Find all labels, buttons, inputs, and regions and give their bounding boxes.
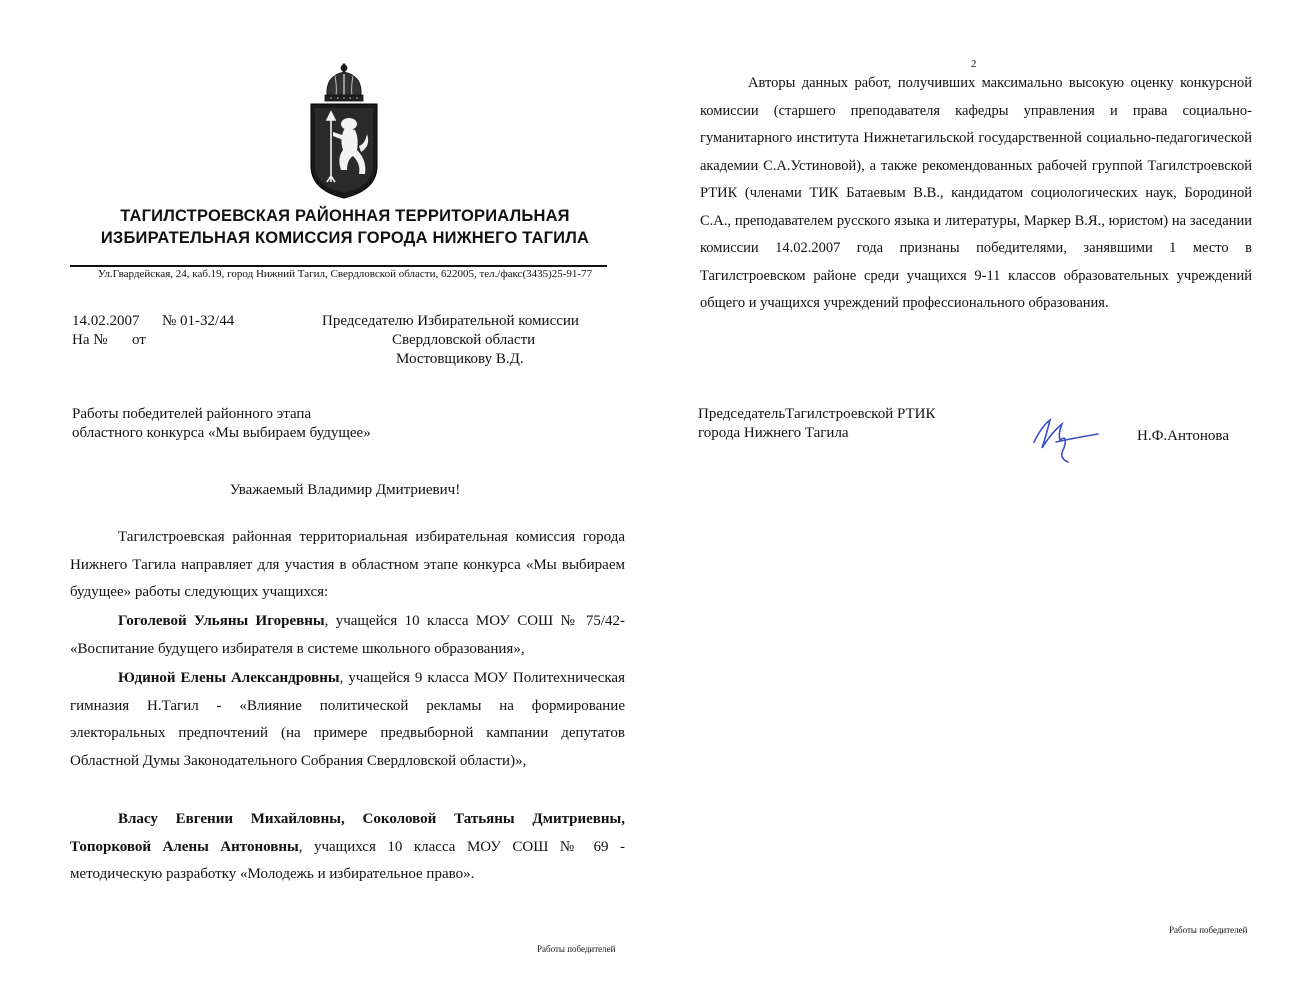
reference-date-label: от — [132, 332, 146, 348]
subject-line-2: областного конкурса «Мы выбираем будущее» — [72, 425, 371, 441]
conclusion-paragraph: Авторы данных работ, получивших максимально высокую оценку конкурсной комиссии (старшего преподавателя кафедры управления и права социально-гуманитарного института Нижнетагильской государственной социально-педагогической академии С.А.Устиновой), а также рекомендованных рабочей группой Тагилстроевской РТИК (членами ТИК Батаевым В.В., кандидатом социологических наук, Бородиной С.А., преподавателем русского языка и литературы, Маркер В.Я., юристом) на заседании комиссии 14.02.2007 года признаны победителями, занявшими 1 место в Тагилстроевском районе среди учащихся 9-11 классов образовательных учреждений общего и учащихся учреждений профессионального образования. — [700, 75, 1252, 311]
student-work-3: , учащихся 10 класса МОУ СОШ № 69 - методическую разработку «Молодежь и избирательное право». — [70, 838, 625, 882]
subject-block — [72, 405, 371, 443]
page-footer-1: Работы победителей — [537, 944, 616, 954]
recipient-line-1: Председателю Избирательной комиссии — [322, 313, 579, 329]
student-name-3: Власу Евгении Михайловны, Соколовой Татьяны Дмитриевны, Топорковой Алены Антоновны — [70, 811, 625, 855]
subject-line-1: Работы победителей районного этапа — [72, 406, 312, 422]
signer-title — [698, 405, 936, 443]
organization-address: Ул.Гвардейская, 24, каб.19, город Нижний Тагил, Свердловской области, 622005, тел./факс(3435)25-91-77 — [97, 268, 593, 280]
student-item-2 — [70, 665, 625, 775]
recipient-line-3: Мостовщикову В.Д. — [396, 351, 524, 367]
page-footer-2: Работы победителей — [1169, 925, 1248, 935]
student-work-2: , учащейся 9 класса МОУ Политехническая гимназия Н.Тагил - «Влияние политической рекламы на формирование электоральных предпочтений (на примере предвыборной кампании депутатов Областной Думы Законодательного Собрания Свердловской области)», — [70, 670, 625, 769]
coat-of-arms-icon — [307, 62, 381, 200]
student-item-1 — [70, 608, 625, 663]
header-divider — [70, 265, 607, 267]
student-name-2: Юдиной Елены Александровны — [118, 670, 340, 686]
outgoing-date: 14.02.2007 — [72, 313, 140, 329]
letter-page-2 — [650, 0, 1299, 1000]
recipient-line-2: Свердловской области — [392, 332, 536, 348]
org-name-line-1: ТАГИЛСТРОЕВСКАЯ РАЙОННАЯ ТЕРРИТОРИАЛЬНАЯ — [120, 207, 570, 225]
signer-title-line-1: ПредседательТагилстроевской РТИК — [698, 406, 936, 422]
outgoing-number: № 01-32/44 — [162, 313, 235, 329]
student-name-1: Гоголевой Ульяны Игоревны — [118, 613, 325, 629]
reference-number-label: На № — [72, 332, 108, 348]
signer-name: Н.Ф.Антонова — [1137, 428, 1229, 444]
intro-paragraph: Тагилстроевская районная территориальная избирательная комиссия города Нижнего Тагила направляет для участия в областном этапе конкурса «Мы выбираем будущее» работы следующих учащихся: — [70, 529, 625, 600]
recipient-block — [322, 312, 602, 369]
org-name-line-2: ИЗБИРАТЕЛЬНАЯ КОМИССИЯ ГОРОДА НИЖНЕГО ТАГИЛА — [100, 229, 590, 247]
greeting: Уважаемый Владимир Дмитриевич! — [229, 482, 461, 498]
student-work-1: , учащейся 10 класса МОУ СОШ № 75/42- «Воспитание будущего избирателя в системе школьного образования», — [70, 613, 625, 657]
student-item-3 — [70, 806, 625, 889]
page-number: 2 — [971, 58, 977, 70]
signature-icon — [1028, 412, 1108, 468]
organization-name — [70, 205, 620, 249]
signer-title-line-2: города Нижнего Тагила — [698, 425, 849, 441]
